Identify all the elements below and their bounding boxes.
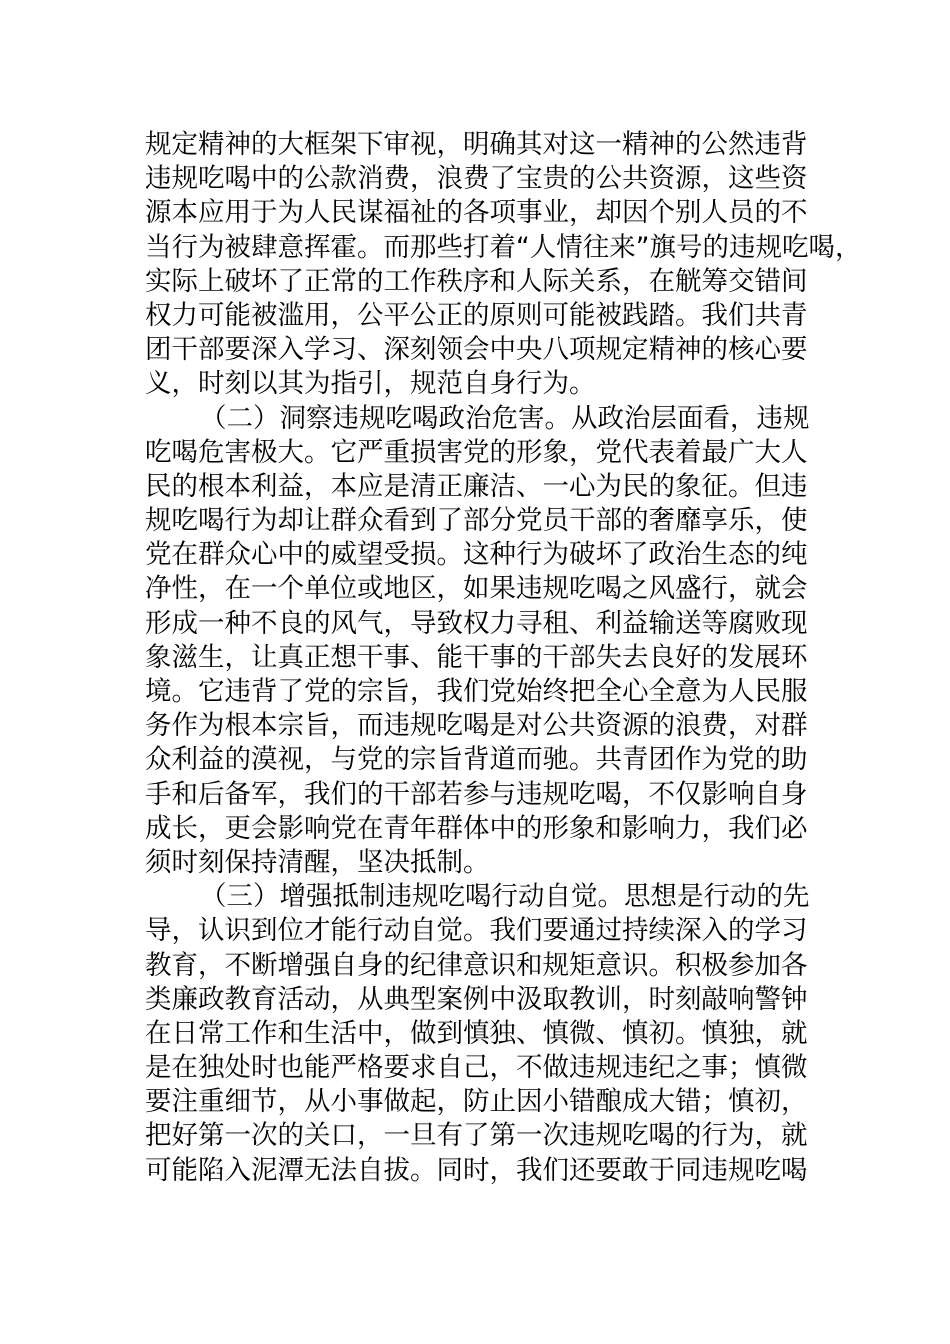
text-line: 在日常工作和生活中，做到慎独、慎微、慎初。慎独，就 — [145, 1017, 808, 1049]
text-line: 可能陷入泥潭无法自拔。同时，我们还要敢于同违规吃喝 — [145, 1154, 808, 1186]
text-line: 规吃喝行为却让群众看到了部分党员干部的奢靡享乐，使 — [145, 505, 808, 537]
text-line: 民的根本利益，本应是清正廉洁、一心为民的象征。但违 — [145, 470, 808, 502]
text-line: 是在独处时也能严格要求自己，不做违规违纪之事；慎微 — [145, 1052, 808, 1084]
text-line: 违规吃喝中的公款消费，浪费了宝贵的公共资源，这些资 — [145, 163, 808, 195]
text-line: 吃喝危害极大。它严重损害党的形象，党代表着最广大人 — [145, 436, 808, 468]
text-line: 党在群众心中的威望受损。这种行为破坏了政治生态的纯 — [145, 539, 808, 571]
text-line: 义，时刻以其为指引，规范自身行为。 — [145, 368, 596, 400]
text-line: 导，认识到位才能行动自觉。我们要通过持续深入的学习 — [145, 915, 808, 947]
text-line: 净性，在一个单位或地区，如果违规吃喝之风盛行，就会 — [145, 573, 808, 605]
text-line: 团干部要深入学习、深刻领会中央八项规定精神的核心要 — [145, 334, 808, 366]
text-line: 教育，不断增强自身的纪律意识和规矩意识。积极参加各 — [145, 949, 808, 981]
text-line: 务作为根本宗旨，而违规吃喝是对公共资源的浪费，对群 — [145, 710, 808, 742]
text-line: 众利益的漠视，与党的宗旨背道而驰。共青团作为党的助 — [145, 744, 808, 776]
section-heading-line: （二）洞察违规吃喝政治危害。从政治层面看，违规 — [200, 402, 810, 434]
text-line: 规定精神的大框架下审视，明确其对这一精神的公然违背 — [145, 129, 808, 160]
text-line: 形成一种不良的风气，导致权力寻租、利益输送等腐败现 — [145, 607, 808, 639]
text-line: 象滋生，让真正想干事、能干事的干部失去良好的发展环 — [145, 641, 808, 673]
text-line: 把好第一次的关口，一旦有了第一次违规吃喝的行为，就 — [145, 1120, 808, 1152]
section-heading-line: （三）增强抵制违规吃喝行动自觉。思想是行动的先 — [200, 881, 810, 913]
body-text — [145, 128, 862, 1188]
text-line: 源本应用于为人民谋福祉的各项事业，却因个别人员的不 — [145, 197, 808, 229]
text-line: 须时刻保持清醒，坚决抵制。 — [145, 846, 490, 878]
text-line: 要注重细节，从小事做起，防止因小错酿成大错；慎初， — [145, 1086, 808, 1118]
text-line: 权力可能被滥用，公平公正的原则可能被践踏。我们共青 — [145, 299, 808, 331]
text-line: 境。它违背了党的宗旨，我们党始终把全心全意为人民服 — [145, 676, 808, 707]
text-line: 当行为被肆意挥霍。而那些打着“人情往来”旗号的违规吃喝， — [145, 231, 862, 263]
text-line: 手和后备军，我们的干部若参与违规吃喝，不仅影响自身 — [145, 778, 808, 810]
text-line: 成长，更会影响党在青年群体中的形象和影响力，我们必 — [145, 812, 808, 844]
text-line: 类廉政教育活动，从典型案例中汲取教训，时刻敲响警钟 — [145, 983, 808, 1015]
text-line: 实际上破坏了正常的工作秩序和人际关系，在觥筹交错间 — [145, 265, 808, 297]
